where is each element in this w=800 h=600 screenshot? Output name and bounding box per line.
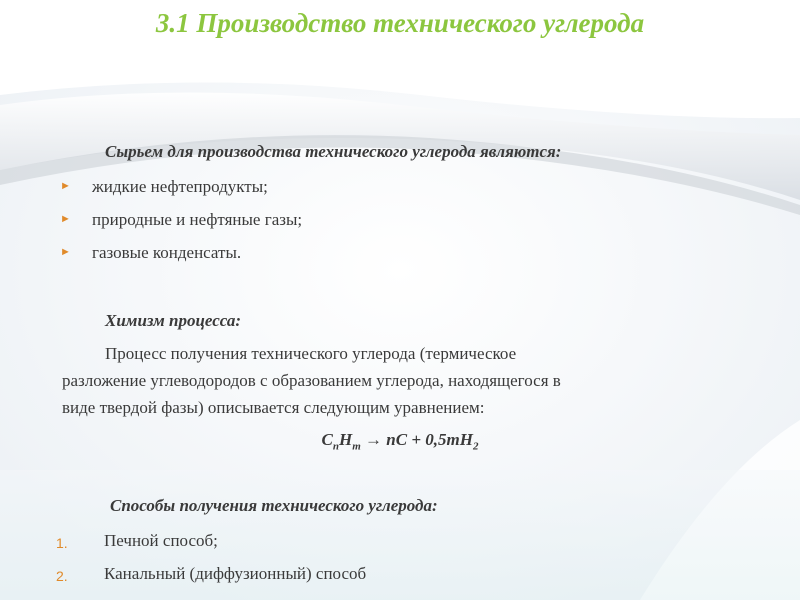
bullet-arrow-icon: ► [60, 180, 71, 192]
list-item: Канальный (диффузионный) способ [104, 564, 367, 583]
chemistry-heading: Химизм процесса: [105, 311, 242, 330]
list-number: 1. [56, 535, 68, 551]
bullet-arrow-icon: ► [60, 213, 71, 225]
bullet-arrow-icon: ► [60, 246, 71, 258]
list-item: жидкие нефтепродукты; [92, 177, 268, 196]
chemistry-paragraph-line: разложение углеводородов с образованием углерода, находящегося в [62, 371, 561, 390]
list-item: Печной способ; [104, 531, 218, 550]
methods-heading: Способы получения технического углерода: [110, 496, 438, 515]
reaction-equation: $C_nH_m$ → nC + $0,5mH_2$ [321, 430, 479, 453]
list-number: 2. [56, 568, 68, 584]
list-item: природные и нефтяные газы; [92, 210, 303, 229]
chemistry-paragraph-line: Процесс получения технического углерода (термическое [105, 344, 517, 363]
slide-title: 3.1 Производство технического углерода [155, 8, 645, 38]
list-item: газовые конденсаты. [92, 243, 242, 262]
chemistry-paragraph-line: виде твердой фазы) описывается следующим уравнением: [62, 398, 485, 417]
raw-materials-heading: Сырьем для производства технического углерода являются: [105, 142, 562, 161]
